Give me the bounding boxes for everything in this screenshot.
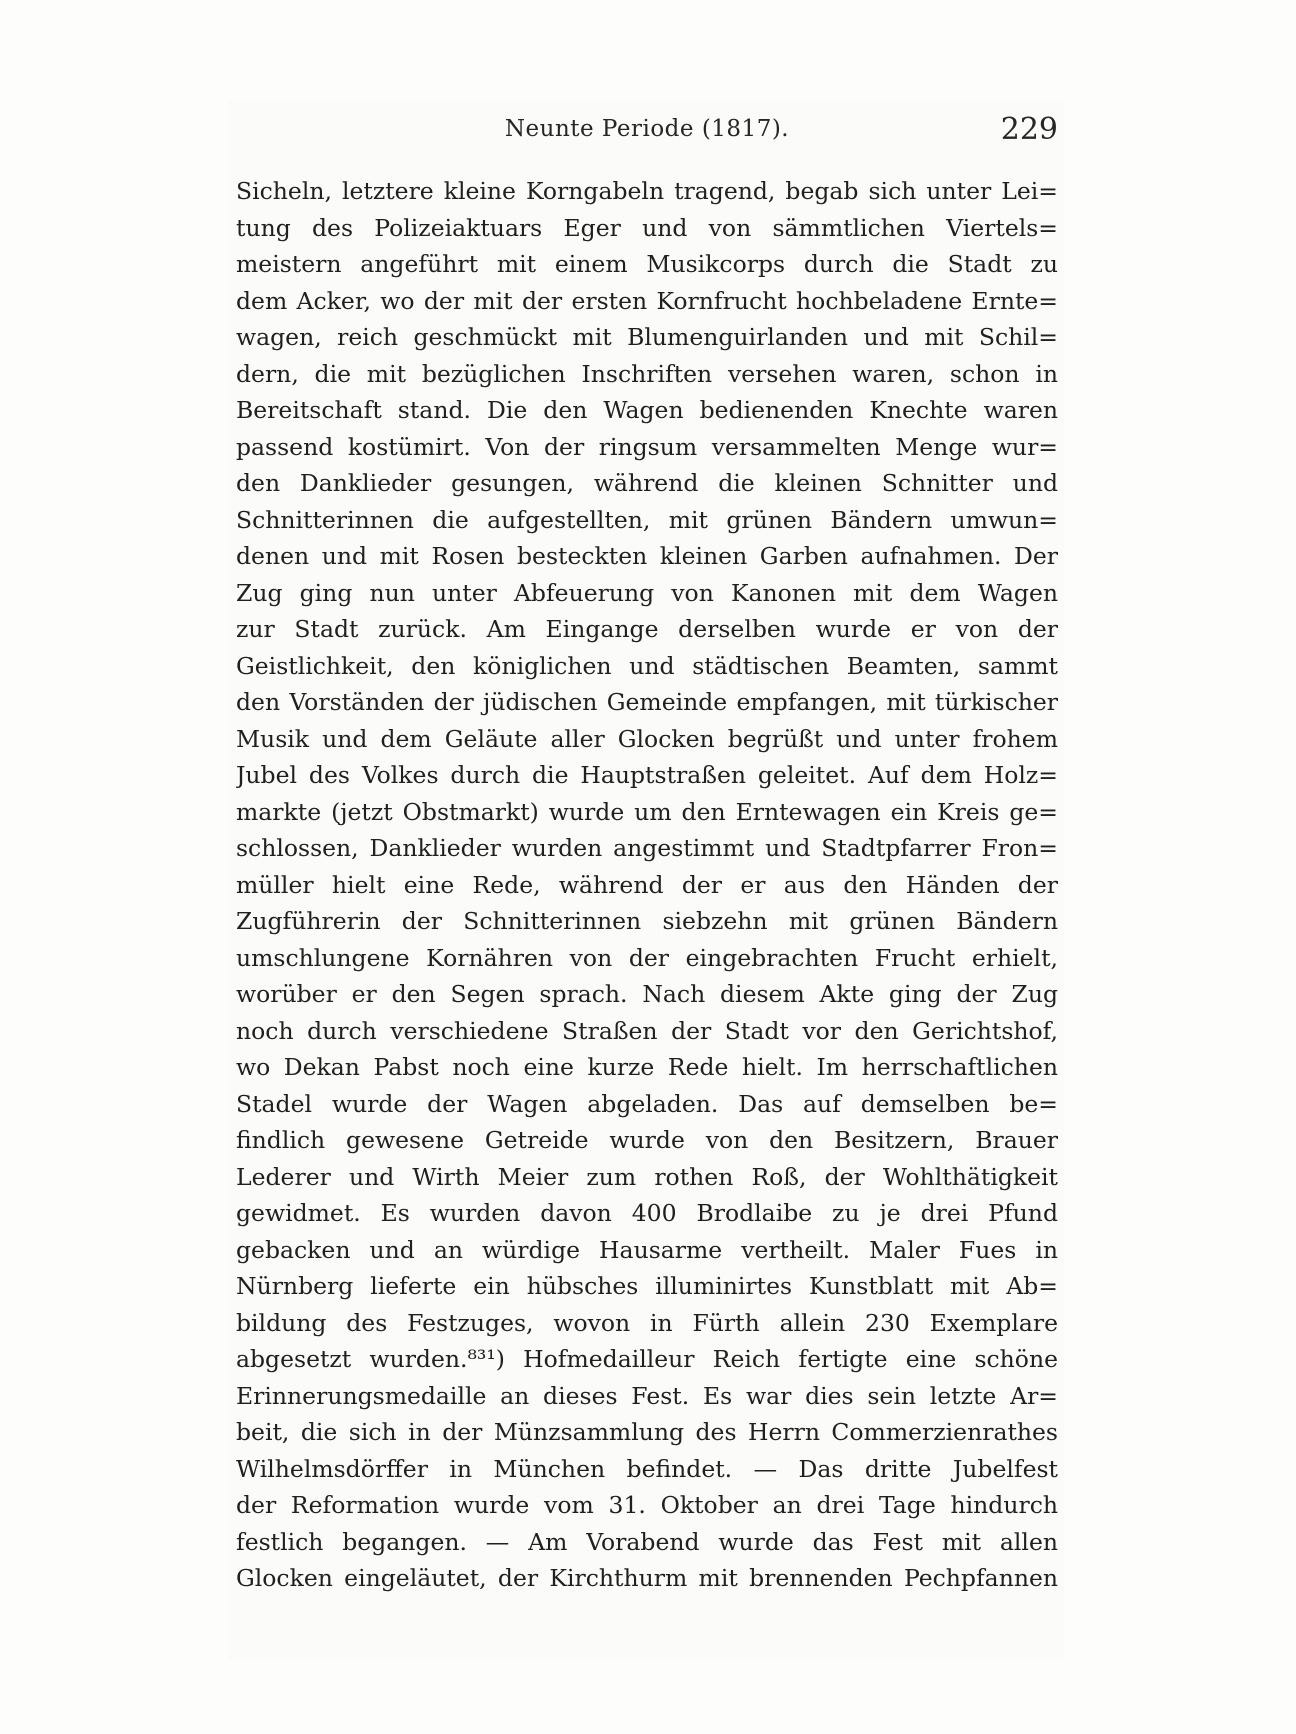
text-line: noch durch verschiedene Straßen der Stadt vor den Gerichtshof, xyxy=(236,1016,1058,1045)
text-line: denen und mit Rosen besteckten kleinen Garben aufnahmen. Der xyxy=(236,542,1058,570)
text-line: Nürnberg lieferte ein hübsches illuminirtes Kunstblatt mit Ab= xyxy=(236,1272,1058,1300)
text-line: worüber er den Segen sprach. Nach diesem Akte ging der Zug xyxy=(236,980,1058,1008)
text-line: Geistlichkeit, den königlichen und städtischen Beamten, sammt xyxy=(236,651,1058,680)
text-line: Stadel wurde der Wagen abgeladen. Das auf demselben be= xyxy=(236,1089,1058,1118)
text-line: Bereitschaft stand. Die den Wagen bedienenden Knechte waren xyxy=(236,396,1058,424)
text-line: abgesetzt wurden.⁸³¹) Hofmedailleur Reich fertigte eine schöne xyxy=(236,1345,1058,1373)
text-line: gewidmet. Es wurden davon 400 Brodlaibe zu je drei Pfund xyxy=(236,1199,1058,1227)
text-line: müller hielt eine Rede, während der er aus den Händen der xyxy=(236,870,1058,899)
page-header xyxy=(236,112,1058,152)
text-line: Schnitterinnen die aufgestellten, mit grünen Bändern umwun= xyxy=(236,505,1058,534)
text-line: bildung des Festzuges, wovon in Fürth allein 230 Exemplare xyxy=(236,1308,1058,1337)
text-line: festlich begangen. — Am Vorabend wurde das Fest mit allen xyxy=(236,1527,1058,1556)
text-line: Sicheln, letztere kleine Korngabeln tragend, begab sich unter Lei= xyxy=(236,177,1058,205)
text-line: Zugführerin der Schnitterinnen siebzehn mit grünen Bändern xyxy=(236,907,1058,935)
text-line: gebacken und an würdige Hausarme vertheilt. Maler Fues in xyxy=(236,1235,1058,1264)
text-line: meistern angeführt mit einem Musikcorps durch die Stadt zu xyxy=(236,250,1058,278)
text-line: zur Stadt zurück. Am Eingange derselben wurde er von der xyxy=(236,615,1058,643)
text-line: Lederer und Wirth Meier zum rothen Roß, der Wohlthätigkeit xyxy=(236,1162,1058,1191)
text-line: passend kostümirt. Von der ringsum versammelten Menge wur= xyxy=(236,432,1058,461)
text-line: schlossen, Danklieder wurden angestimmt und Stadtpfarrer Fron= xyxy=(236,834,1058,862)
text-line: Musik und dem Geläute aller Glocken begrüßt und unter frohem xyxy=(236,724,1058,753)
text-line: tung des Polizeiaktuars Eger und von sämmtlichen Viertels= xyxy=(236,213,1058,242)
text-line: wagen, reich geschmückt mit Blumenguirlanden und mit Schil= xyxy=(236,323,1058,351)
text-line: Erinnerungsmedaille an dieses Fest. Es war dies sein letzte Ar= xyxy=(236,1381,1058,1410)
text-line: beit, die sich in der Münzsammlung des Herrn Commerzienrathes xyxy=(236,1418,1058,1446)
text-line: den Danklieder gesungen, während die kleinen Schnitter und xyxy=(236,469,1058,497)
text-line: Zug ging nun unter Abfeuerung von Kanonen mit dem Wagen xyxy=(236,578,1058,607)
text-line: den Vorständen der jüdischen Gemeinde empfangen, mit türkischer xyxy=(236,688,1058,716)
text-line: dem Acker, wo der mit der ersten Kornfrucht hochbeladene Ernte= xyxy=(236,286,1058,315)
text-line: Wilhelmsdörffer in München befindet. — Das dritte Jubelfest xyxy=(236,1454,1058,1483)
running-title: Neunte Periode (1817). xyxy=(504,116,790,142)
text-line: umschlungene Kornähren von der eingebrachten Frucht erhielt, xyxy=(236,943,1058,972)
text-line: findlich gewesene Getreide wurde von den Besitzern, Brauer xyxy=(236,1126,1058,1154)
body-text xyxy=(236,173,1058,1597)
text-line: Jubel des Volkes durch die Hauptstraßen geleitet. Auf dem Holz= xyxy=(236,761,1058,789)
text-line: wo Dekan Pabst noch eine kurze Rede hielt. Im herrschaftlichen xyxy=(236,1053,1058,1081)
page-number: 229 xyxy=(1000,112,1058,147)
text-line: dern, die mit bezüglichen Inschriften versehen waren, schon in xyxy=(236,359,1058,388)
text-line: der Reformation wurde vom 31. Oktober an drei Tage hindurch xyxy=(236,1491,1058,1519)
text-line: markte (jetzt Obstmarkt) wurde um den Erntewagen ein Kreis ge= xyxy=(236,797,1058,826)
text-line: Glocken eingeläutet, der Kirchthurm mit brennenden Pechpfannen xyxy=(236,1564,1058,1592)
